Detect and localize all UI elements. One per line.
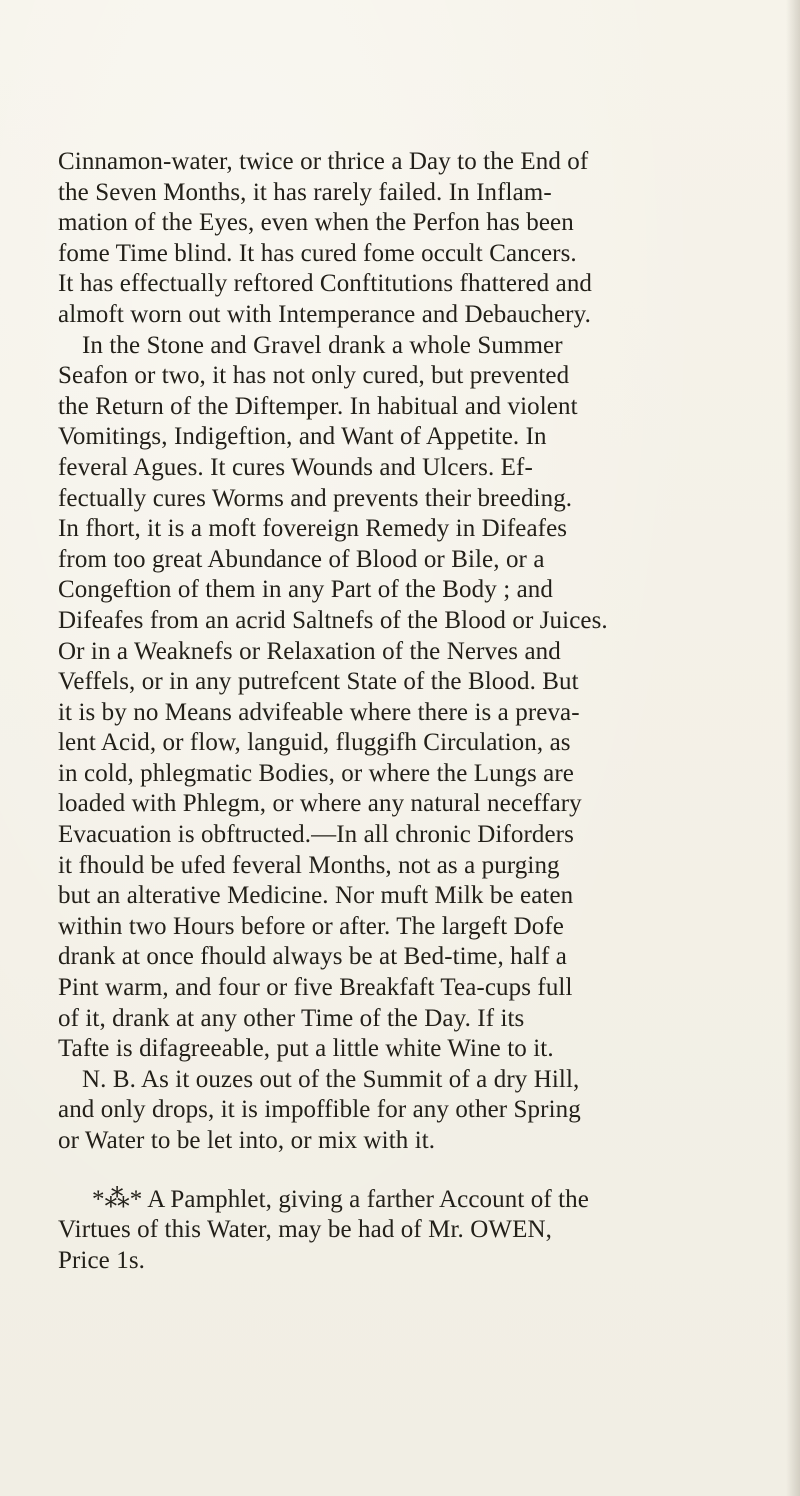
body-line: Pint warm, and four or five Breakfaft Tea-cups full — [58, 974, 573, 1002]
body-line: from too great Abundance of Blood or Bile, or a — [58, 545, 545, 573]
body-line: Or in a Weaknefs or Relaxation of the Nerves and — [58, 637, 561, 665]
body-line: it is by no Means advifeable where there is a preva- — [58, 698, 580, 726]
page-edge-shadow — [786, 0, 800, 1496]
body-line: the Return of the Diftemper. In habitual and violent — [58, 392, 578, 420]
advert-line: *⁂* A Pamphlet, giving a farther Account of the — [92, 1185, 589, 1213]
advert-line: Virtues of this Water, may be had of Mr. OWEN, — [58, 1216, 552, 1244]
body-line: fome Time blind. It has cured fome occult Cancers. — [58, 239, 577, 267]
paragraph-gap — [58, 1157, 770, 1185]
body-line: in cold, phlegmatic Bodies, or where the Lungs are — [58, 759, 574, 787]
body-line: almoft worn out with Intemperance and Debauchery. — [58, 300, 591, 328]
body-line: it fhould be ufed feveral Months, not as a purging — [58, 851, 560, 879]
body-line: within two Hours before or after. The largeft Dofe — [58, 912, 565, 940]
page-text — [58, 147, 770, 1276]
body-line: loaded with Phlegm, or where any natural neceffary — [58, 790, 582, 818]
nota-bene-line: or Water to be let into, or mix with it. — [58, 1127, 436, 1154]
body-line: Difeafes from an acrid Saltnefs of the Blood or Juices. — [58, 606, 608, 634]
body-line: of it, drank at any other Time of the Day. If its — [58, 1004, 525, 1032]
body-line: Cinnamon-water, twice or thrice a Day to the End of — [58, 148, 589, 175]
body-line: Congeftion of them in any Part of the Body ; and — [58, 576, 553, 604]
body-line: the Seven Months, it has rarely failed. In Inflam- — [58, 178, 552, 206]
body-line: Seafon or two, it has not only cured, but prevented — [58, 362, 570, 390]
body-line: fectually cures Worms and prevents their breeding. — [58, 484, 573, 512]
body-line: lent Acid, or flow, languid, fluggifh Circulation, as — [58, 729, 571, 757]
body-line: but an alterative Medicine. Nor muft Milk be eaten — [58, 882, 574, 910]
body-line: Evacuation is obftructed.—In all chronic Diforders — [58, 821, 574, 849]
body-line: Veffels, or in any putrefcent State of the Blood. But — [58, 668, 579, 696]
body-line: mation of the Eyes, even when the Perfon has been — [58, 209, 574, 237]
body-line: In the Stone and Gravel drank a whole Summer — [82, 331, 563, 359]
body-line: Vomitings, Indigeftion, and Want of Appetite. In — [58, 423, 547, 451]
nota-bene-line: and only drops, it is impoffible for any other Spring — [58, 1096, 581, 1124]
advert-line: Price 1s. — [58, 1246, 145, 1274]
body-line: drank at once fhould always be at Bed-time, half a — [58, 943, 567, 971]
nota-bene-line: N. B. As it ouzes out of the Summit of a dry Hill, — [82, 1065, 580, 1093]
body-line: Tafte is difagreeable, put a little white Wine to it. — [58, 1035, 554, 1063]
body-line: It has effectually reftored Conftitutions fhattered and — [58, 270, 593, 298]
body-line: In fhort, it is a moft fovereign Remedy in Difeafes — [58, 515, 568, 543]
body-line: feveral Agues. It cures Wounds and Ulcers. Ef- — [58, 453, 533, 481]
